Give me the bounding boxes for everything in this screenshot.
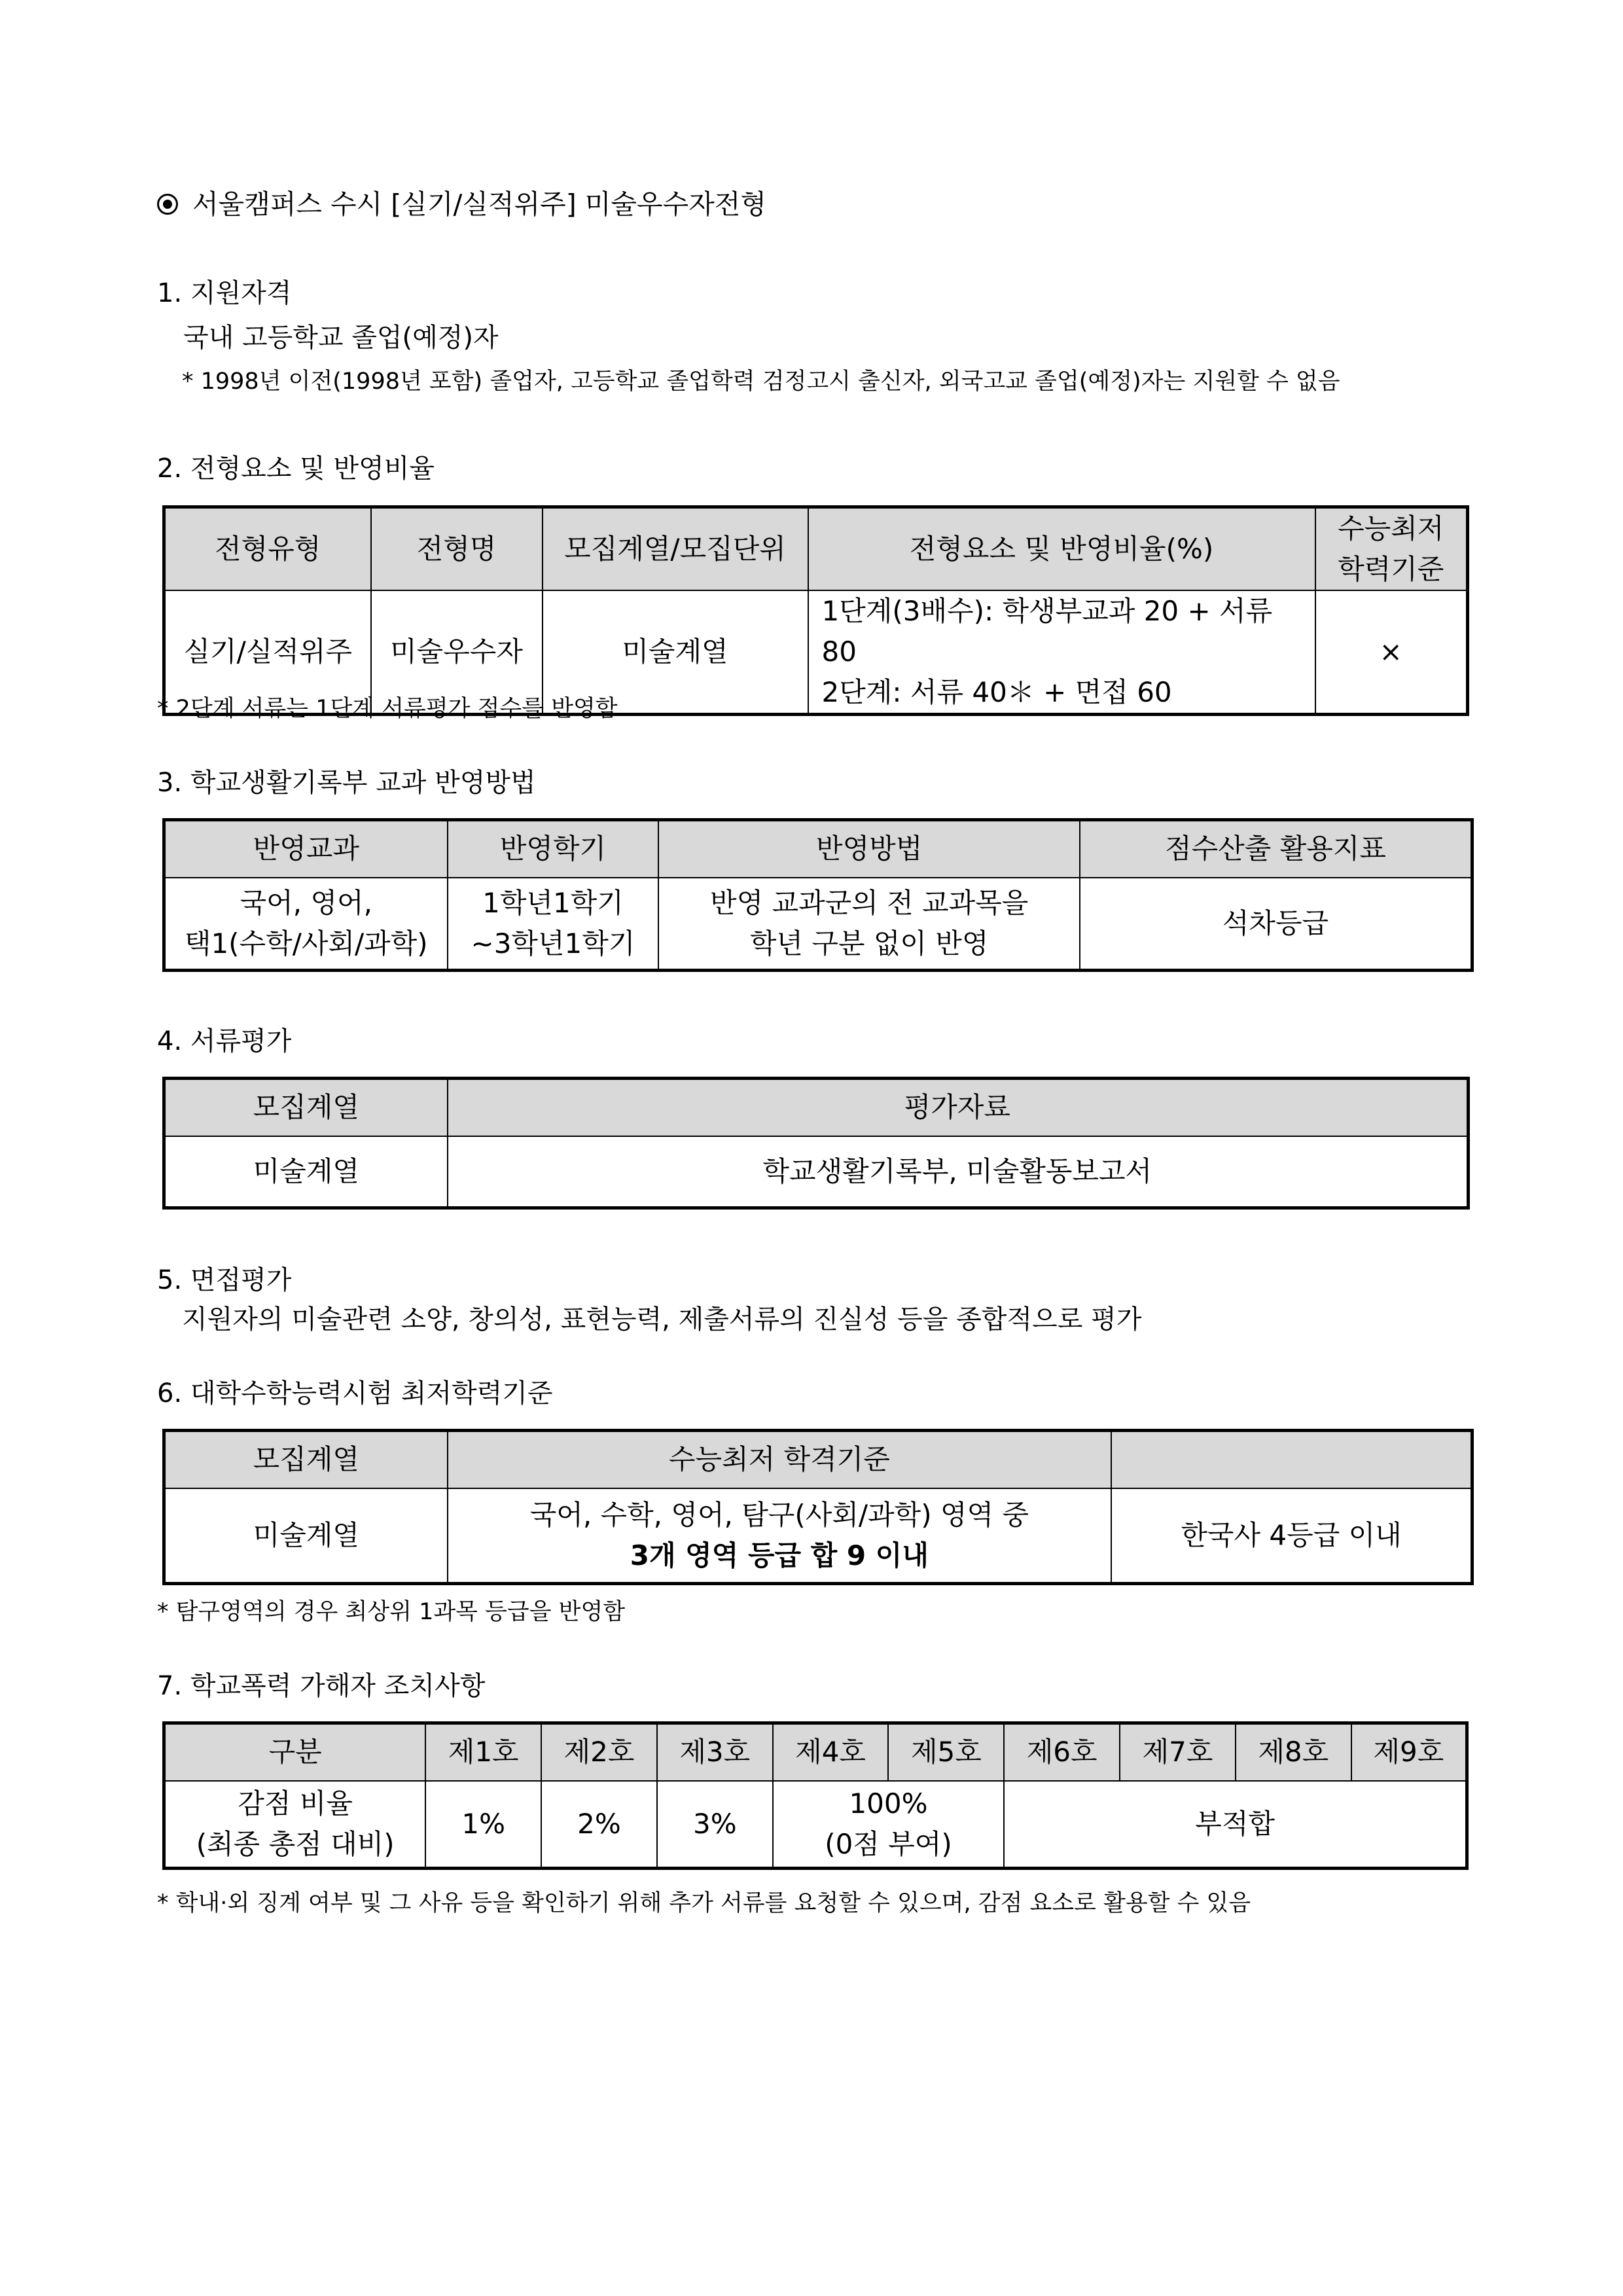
cell-unit: 미술계열 <box>164 1136 448 1208</box>
page-title <box>157 187 766 222</box>
school-violence-table <box>162 1721 1469 1870</box>
header-min-standard <box>1315 507 1468 591</box>
cell-level1: 1% <box>425 1781 541 1869</box>
cell-subject <box>164 878 448 971</box>
header-level3: 제3호 <box>657 1723 773 1781</box>
header-criteria: 수능최저 학격기준 <box>448 1431 1112 1488</box>
cell-category <box>164 1781 426 1869</box>
section5-heading: 5. 면접평가 <box>157 1265 292 1295</box>
section1-note: * 1998년 이전(1998년 포함) 졸업자, 고등학교 졸업학력 검정고시 출신자, 외국고교 졸업(예정)자는 지원할 수 없음 <box>182 368 1340 395</box>
header-index: 점수산출 활용지표 <box>1080 820 1472 878</box>
cell-subject-line2: 택1(수학/사회/과학) <box>184 927 428 960</box>
section2-heading: 2. 전형요소 및 반영비율 <box>157 454 435 484</box>
section5-body: 지원자의 미술관련 소양, 창의성, 표현능력, 제출서류의 진실성 등을 종합적으로 평가 <box>182 1304 1142 1335</box>
cell-term <box>448 878 659 971</box>
cell-unit: 미술계열 <box>543 590 808 715</box>
cell-method-line1: 반영 교과군의 전 교과목을 <box>710 886 1029 919</box>
cell-index: 석차등급 <box>1080 878 1472 971</box>
cell-type: 실기/실적위주 <box>164 590 371 715</box>
section4-heading: 4. 서류평가 <box>157 1026 292 1056</box>
cell-term-line2: ~3학년1학기 <box>471 927 635 960</box>
header-level4: 제4호 <box>773 1723 889 1781</box>
cell-ratio-stage2: 2단계: 서류 40＊ + 면접 60 <box>821 676 1172 708</box>
section2-note: * 2단계 서류는 1단계 서류평가 점수를 반영함 <box>157 696 618 722</box>
cell-history: 한국사 4등급 이내 <box>1111 1488 1472 1584</box>
section6-heading: 6. 대학수학능력시험 최저학력기준 <box>157 1378 553 1408</box>
header-category: 구분 <box>164 1723 426 1781</box>
cell-level4-5 <box>773 1781 1005 1869</box>
cell-term-line1: 1학년1학기 <box>482 886 624 919</box>
document-evaluation-table <box>162 1077 1470 1210</box>
header-term: 반영학기 <box>448 820 659 878</box>
header-level6: 제6호 <box>1004 1723 1120 1781</box>
section7-note: * 학내·외 징계 여부 및 그 사유 등을 확인하기 위해 추가 서류를 요청할 수 있으며, 감점 요소로 활용할 수 있음 <box>157 1890 1251 1916</box>
cell-criteria <box>448 1488 1112 1584</box>
header-level8: 제8호 <box>1236 1723 1351 1781</box>
cell-level4-5-line1: 100% <box>849 1787 928 1820</box>
cell-method <box>658 878 1080 971</box>
cell-category-line1: 감점 비율 <box>238 1787 353 1820</box>
cell-material: 학교생활기록부, 미술활동보고서 <box>448 1136 1469 1208</box>
cell-level3: 3% <box>657 1781 773 1869</box>
cell-unit: 미술계열 <box>164 1488 448 1584</box>
cell-level4-5-line2: (0점 부여) <box>825 1827 952 1860</box>
cell-name: 미술우수자 <box>371 590 543 715</box>
section6-note: * 탐구영역의 경우 최상위 1과목 등급을 반영함 <box>157 1599 626 1625</box>
header-unit: 모집계열 <box>164 1431 448 1488</box>
record-method-table <box>162 818 1474 972</box>
csat-minimum-table <box>162 1429 1474 1585</box>
cell-criteria-line2: 3개 영역 등급 합 9 이내 <box>630 1539 929 1571</box>
cell-min: × <box>1315 590 1468 715</box>
section3-heading: 3. 학교생활기록부 교과 반영방법 <box>157 768 536 798</box>
header-level5: 제5호 <box>888 1723 1004 1781</box>
section1-heading: 1. 지원자격 <box>157 278 292 308</box>
header-min-line2: 학력기준 <box>1338 553 1444 585</box>
cell-ratio-stage1: 1단계(3배수): 학생부교과 20 + 서류 80 <box>821 595 1273 668</box>
header-subject: 반영교과 <box>164 820 448 878</box>
section1-body: 국내 고등학교 졸업(예정)자 <box>183 323 499 353</box>
section7-heading: 7. 학교폭력 가해자 조치사항 <box>157 1671 486 1701</box>
cell-criteria-line1: 국어, 수학, 영어, 탐구(사회/과학) 영역 중 <box>529 1498 1029 1531</box>
header-type: 전형유형 <box>164 507 371 591</box>
selection-ratio-table <box>162 505 1469 716</box>
page-title-text: 서울캠퍼스 수시 [실기/실적위주] 미술우수자전형 <box>192 188 767 220</box>
header-ratio: 전형요소 및 반영비율(%) <box>808 507 1315 591</box>
header-level2: 제2호 <box>541 1723 657 1781</box>
cell-ratio <box>808 590 1315 715</box>
header-level1: 제1호 <box>425 1723 541 1781</box>
header-method: 반영방법 <box>658 820 1080 878</box>
cell-method-line2: 학년 구분 없이 반영 <box>749 927 989 960</box>
header-level9: 제9호 <box>1351 1723 1467 1781</box>
header-empty <box>1111 1431 1472 1488</box>
cell-level2: 2% <box>541 1781 657 1869</box>
header-min-line1: 수능최저 <box>1338 512 1444 545</box>
header-material: 평가자료 <box>448 1079 1469 1136</box>
header-unit: 모집계열/모집단위 <box>543 507 808 591</box>
header-name: 전형명 <box>371 507 543 591</box>
cell-category-line2: (최종 총점 대비) <box>196 1827 395 1860</box>
radio-bullet-icon <box>157 194 178 215</box>
header-level7: 제7호 <box>1120 1723 1236 1781</box>
cell-level6-9: 부적합 <box>1004 1781 1467 1869</box>
header-unit: 모집계열 <box>164 1079 448 1136</box>
cell-subject-line1: 국어, 영어, <box>240 886 372 919</box>
